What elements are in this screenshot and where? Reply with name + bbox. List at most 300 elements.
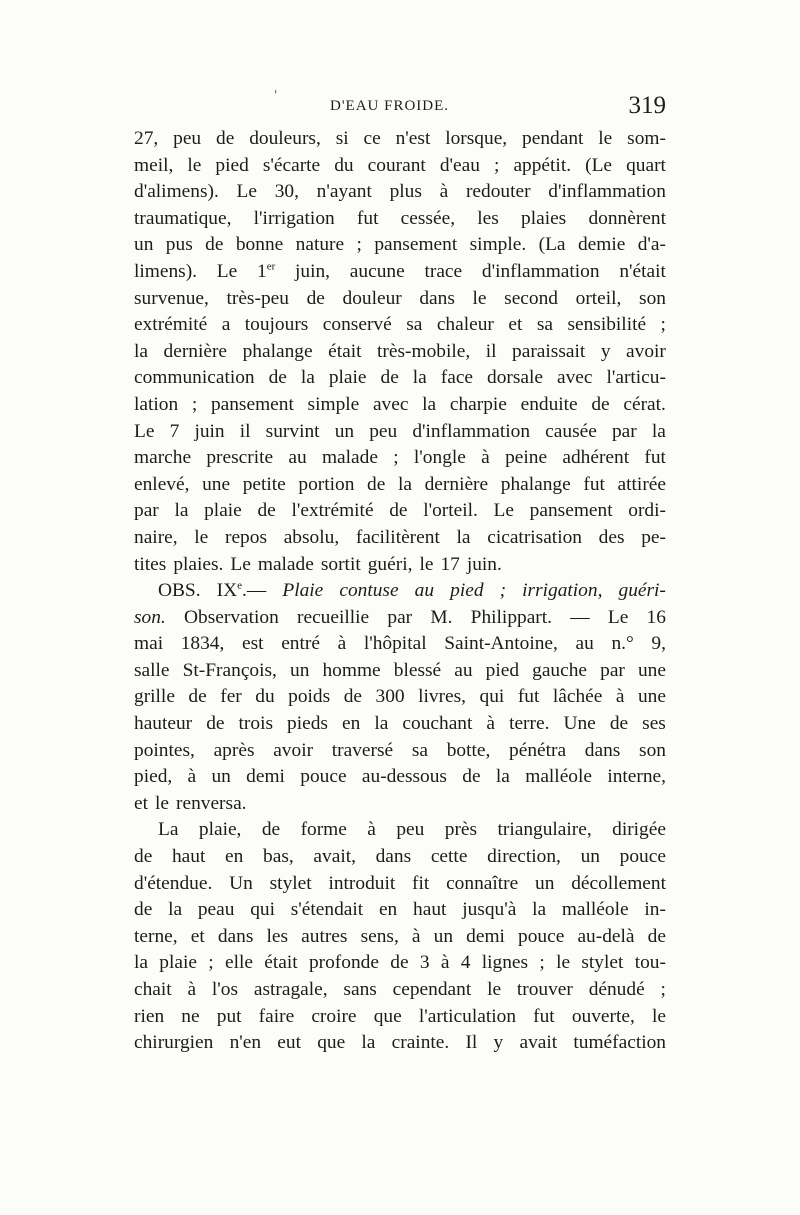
word: astragale, — [253, 979, 328, 1000]
word: Le — [230, 553, 251, 575]
word: d'étendue. — [134, 872, 213, 894]
text-line — [134, 498, 666, 525]
word: — — [570, 606, 590, 628]
word: le — [155, 792, 169, 814]
word: de — [134, 899, 153, 921]
word: pe- — [641, 526, 666, 548]
word: second — [504, 287, 559, 309]
word: une — [637, 686, 666, 708]
word: très-peu — [226, 287, 289, 309]
word: a — [221, 314, 231, 336]
text-line — [134, 472, 666, 499]
word: St-François, — [182, 659, 277, 681]
word: ; — [499, 580, 507, 602]
word: à — [367, 819, 376, 841]
word: de — [206, 713, 225, 735]
word: un — [580, 846, 600, 868]
word: traversé — [331, 739, 394, 761]
word: enduite — [520, 393, 578, 415]
word: l'ongle — [413, 447, 466, 469]
word: guéri- — [618, 580, 666, 602]
word: les — [477, 207, 499, 229]
word: au — [454, 659, 473, 681]
word: 3 — [419, 952, 430, 974]
word: demie — [577, 234, 626, 256]
word: il — [239, 420, 251, 442]
word: couchant — [402, 713, 473, 735]
word: trois — [238, 713, 274, 735]
word: enlevé, — [134, 473, 190, 495]
text-line — [134, 791, 666, 818]
word: dernière — [163, 340, 228, 362]
word: n.° — [611, 633, 634, 655]
word: et — [190, 925, 205, 947]
word: de — [647, 925, 666, 947]
word: sens, — [360, 925, 399, 947]
word: lâchée — [552, 686, 603, 708]
word: à — [187, 766, 197, 788]
word: l'articu- — [606, 367, 666, 389]
word: Le — [216, 260, 238, 282]
word: un — [211, 766, 231, 788]
word: prescrite — [206, 447, 274, 469]
word: avec — [372, 393, 409, 415]
text-line — [134, 365, 666, 392]
word: quart — [626, 154, 666, 176]
word: la — [412, 367, 427, 389]
word: dans — [217, 925, 254, 947]
text-line — [134, 312, 666, 339]
text-line — [134, 179, 666, 206]
word: s'étendait — [290, 899, 364, 921]
word: plaie — [328, 367, 367, 389]
word: malléole — [525, 766, 592, 788]
word: dorsale — [487, 367, 543, 389]
word: à — [481, 447, 490, 469]
word: n'est — [395, 128, 431, 149]
text-line — [134, 658, 666, 685]
word: traumatique, — [134, 207, 232, 229]
word: direction, — [487, 846, 561, 868]
word: de — [609, 713, 629, 735]
word: interne, — [607, 766, 666, 788]
word: 17 — [440, 553, 460, 575]
word: d'a- — [637, 234, 666, 256]
word: une — [202, 473, 231, 495]
text-line — [134, 924, 666, 951]
word: si — [335, 128, 349, 149]
word: cette — [430, 846, 468, 868]
word: la — [456, 526, 471, 548]
word: malade — [257, 553, 314, 575]
word: contuse — [339, 580, 399, 602]
word: dirigée — [612, 819, 666, 841]
word: n'était — [619, 260, 666, 282]
text-line — [134, 419, 666, 446]
word: cessée, — [400, 207, 456, 229]
word: Saint-Antoine, — [444, 633, 558, 655]
word: le — [598, 128, 613, 149]
word: un — [290, 659, 310, 681]
word: Le — [607, 606, 629, 628]
word: Philippart. — [470, 606, 553, 628]
word: lation — [134, 393, 179, 415]
word: par — [134, 500, 159, 522]
word: ; — [356, 234, 362, 256]
word: aucune — [349, 260, 405, 282]
text-line — [134, 578, 666, 605]
word: nature — [295, 234, 345, 256]
text-line — [134, 525, 666, 552]
word: de — [216, 128, 235, 149]
running-title: D'EAU FROIDE. — [330, 98, 450, 114]
word: la — [134, 952, 148, 974]
word: crainte. — [391, 1032, 450, 1054]
word: 300 — [375, 686, 405, 708]
word: 16 — [646, 606, 666, 628]
word: d'eau — [439, 154, 480, 176]
word: peu — [369, 420, 398, 442]
word: La — [158, 819, 179, 841]
word: la — [422, 393, 437, 415]
word: terne, — [134, 925, 178, 947]
word: put — [216, 1005, 242, 1027]
word: la — [532, 899, 547, 921]
word: de — [268, 367, 287, 389]
word: rien — [134, 1005, 165, 1027]
word: avoir — [626, 340, 666, 362]
word: portion — [298, 473, 355, 495]
word: son — [639, 739, 666, 761]
word: M. — [430, 606, 453, 628]
word: de — [134, 846, 153, 868]
word: la — [651, 420, 666, 442]
word: n'ayant — [316, 181, 372, 203]
word: ses — [642, 713, 666, 735]
word: bas, — [263, 846, 294, 868]
word: donnèrent — [588, 207, 666, 229]
word: de — [389, 500, 408, 522]
word: charpie — [449, 393, 507, 415]
text-line — [134, 950, 666, 977]
word: de — [462, 766, 481, 788]
word: l'hôpital — [363, 633, 427, 655]
word: et — [134, 792, 148, 814]
word: fit — [412, 872, 430, 894]
word: de — [367, 473, 386, 495]
word: livres, — [418, 686, 467, 708]
word: l'os — [211, 979, 239, 1000]
text-line — [134, 445, 666, 472]
word: le — [651, 1005, 666, 1027]
word: ; — [660, 979, 666, 1000]
word: (Le — [585, 154, 613, 176]
word: tou- — [634, 952, 666, 974]
word: peu — [173, 128, 202, 149]
word: de — [343, 686, 362, 708]
text-line — [134, 1030, 666, 1057]
word: après — [213, 739, 255, 761]
word: à — [486, 713, 496, 735]
word: orteil, — [575, 287, 622, 309]
word: dans — [419, 287, 455, 309]
word: paraissait — [512, 340, 586, 362]
word: l'irrigation — [253, 207, 335, 229]
word: par — [611, 420, 637, 442]
word: simple — [307, 393, 360, 415]
word: guéri, — [367, 553, 413, 575]
word: du — [334, 154, 354, 176]
word: 1er — [257, 260, 276, 282]
word: hauteur — [134, 713, 193, 735]
word: la — [397, 473, 412, 495]
word: pansement — [529, 500, 613, 522]
word: petite — [242, 473, 286, 495]
word: l'extrémité — [291, 500, 374, 522]
word: fer — [220, 686, 242, 708]
word: peu — [396, 819, 425, 841]
text-line — [134, 1004, 666, 1031]
word: que — [317, 1032, 346, 1054]
page-header — [134, 88, 666, 126]
word: dernière — [424, 473, 489, 495]
word: autres — [301, 925, 348, 947]
word: redouter — [465, 181, 531, 203]
word: de — [261, 819, 281, 841]
word: à — [337, 633, 347, 655]
word: tuméfaction — [573, 1032, 666, 1054]
word: phalange — [500, 473, 571, 495]
word: un — [433, 925, 454, 947]
word: forme — [300, 819, 347, 841]
word: que — [373, 1005, 402, 1027]
word: de — [205, 234, 224, 256]
word: au-dessous — [361, 766, 447, 788]
text-line — [134, 339, 666, 366]
word: il — [485, 340, 497, 362]
word: la — [361, 1032, 376, 1054]
text-line — [134, 871, 666, 898]
page-number: 319 — [628, 92, 666, 119]
word: Un — [229, 872, 253, 894]
word: fut — [644, 447, 666, 469]
word: et — [508, 314, 523, 336]
word: sa — [536, 314, 553, 336]
word: au — [575, 633, 594, 655]
word: avait, — [313, 846, 356, 868]
word: dans — [375, 846, 412, 868]
word: peine — [505, 447, 548, 469]
word: cependant — [392, 979, 472, 1000]
word: chirurgien — [134, 1032, 214, 1054]
word: en — [225, 846, 244, 868]
word: de — [591, 393, 610, 415]
word: s'écarte — [262, 154, 321, 176]
word: pus — [165, 234, 193, 256]
word: peau — [197, 899, 235, 921]
word: malade — [321, 447, 378, 469]
word: gauche — [532, 659, 588, 681]
word: ; — [393, 447, 399, 469]
word: Le — [134, 420, 155, 442]
word: juin, — [295, 260, 331, 282]
word: en — [342, 713, 361, 735]
word: homme — [322, 659, 381, 681]
word: le — [419, 553, 434, 575]
word: à — [411, 925, 421, 947]
word: Le — [493, 500, 514, 522]
word: à — [440, 952, 450, 974]
word: 30, — [274, 181, 299, 203]
word: facilitèrent — [355, 526, 440, 548]
text-line — [134, 232, 666, 259]
word: juin — [194, 420, 225, 442]
word: pansement — [374, 234, 458, 256]
word: eut — [277, 1032, 301, 1054]
word: y — [600, 340, 611, 362]
text-line — [134, 684, 666, 711]
text-line — [134, 126, 666, 153]
word: au-delà — [577, 925, 635, 947]
word: pied — [485, 659, 520, 681]
word: cérat. — [623, 393, 666, 415]
word: Une — [563, 713, 596, 735]
word: douleur — [342, 287, 402, 309]
word: de — [390, 952, 409, 974]
word: mai — [134, 633, 164, 655]
word: adhérent — [562, 447, 630, 469]
word: in- — [644, 899, 666, 921]
word: demi — [466, 925, 505, 947]
word: 1834, — [180, 633, 225, 655]
word: (La — [538, 234, 566, 256]
word: toujours — [244, 314, 309, 336]
word: qui — [250, 899, 275, 921]
word: repos — [224, 526, 267, 548]
text-line — [134, 392, 666, 419]
word: survenue, — [134, 287, 209, 309]
word: en — [378, 899, 398, 921]
word: absolu, — [283, 526, 340, 548]
header-tick-mark: ' — [274, 88, 278, 102]
text-line — [134, 153, 666, 180]
word: marche — [134, 447, 192, 469]
word: d'alimens). — [134, 181, 219, 203]
word: douleurs, — [249, 128, 321, 149]
word: terre. — [509, 713, 550, 735]
text-line — [134, 844, 666, 871]
word: un — [334, 420, 355, 442]
text-line — [134, 259, 666, 286]
word: attirée — [617, 473, 666, 495]
word: sa — [406, 314, 423, 336]
word: plaie — [159, 952, 197, 974]
word: par — [387, 606, 413, 628]
word: pansement — [210, 393, 294, 415]
word: la — [374, 713, 389, 735]
text-line — [134, 738, 666, 765]
word: ne — [181, 1005, 200, 1027]
word: ouverte, — [571, 1005, 635, 1027]
text-line — [134, 817, 666, 844]
text-line — [134, 631, 666, 658]
word: fut — [533, 1005, 555, 1027]
word: d'inflammation — [412, 420, 531, 442]
word: l'orteil. — [423, 500, 478, 522]
word: est — [242, 633, 264, 655]
text-line — [134, 552, 666, 579]
word: ; — [191, 393, 198, 415]
word: le — [556, 952, 571, 974]
word: la — [174, 500, 189, 522]
word: naire, — [134, 526, 178, 548]
word: y — [493, 1032, 504, 1054]
word: extrémité — [134, 314, 208, 336]
word: d'inflammation — [481, 260, 600, 282]
word: un — [535, 872, 555, 894]
text-line — [134, 206, 666, 233]
word: pouce — [518, 925, 565, 947]
text-line — [134, 897, 666, 924]
word: Il — [465, 1032, 478, 1054]
word: pénétra — [509, 739, 567, 761]
word: la — [495, 766, 510, 788]
word: son — [639, 287, 666, 309]
text-line — [134, 711, 666, 738]
word: meil, — [134, 154, 174, 176]
word: communication — [134, 367, 255, 389]
word: pied — [215, 154, 249, 176]
word: ; — [208, 952, 214, 974]
word: pointes, — [134, 739, 195, 761]
word: au — [288, 447, 307, 469]
word: Observation — [184, 606, 279, 628]
word: très-mobile, — [377, 340, 471, 362]
word: triangulaire, — [497, 819, 592, 841]
word: les — [266, 925, 289, 947]
word: fut — [356, 207, 379, 229]
word: ; — [494, 154, 500, 176]
word: était — [328, 340, 362, 362]
word: plaies. — [173, 553, 224, 575]
body-text — [134, 126, 666, 1057]
word: face — [440, 367, 474, 389]
word: par — [600, 659, 625, 681]
word: irrigation, — [522, 580, 603, 602]
word: pendant — [522, 128, 584, 149]
word: plaies — [521, 207, 567, 229]
word: n'en — [229, 1032, 262, 1054]
word: botte, — [446, 739, 491, 761]
word: la — [300, 367, 315, 389]
word: dénudé — [588, 979, 645, 1000]
word: à — [439, 181, 449, 203]
word: faire — [258, 1005, 295, 1027]
word: le — [472, 287, 487, 309]
word: courant — [367, 154, 426, 176]
word: dans — [584, 739, 621, 761]
word: lignes — [481, 952, 529, 974]
word: sa — [411, 739, 428, 761]
word: limens). — [134, 260, 198, 282]
text-line — [134, 286, 666, 313]
word: jusqu'à — [462, 899, 517, 921]
word: IXe.— — [216, 579, 267, 602]
word: blessé — [393, 659, 442, 681]
word: tites — [134, 553, 167, 575]
word: pieds — [287, 713, 328, 735]
word: malléole — [561, 899, 629, 921]
